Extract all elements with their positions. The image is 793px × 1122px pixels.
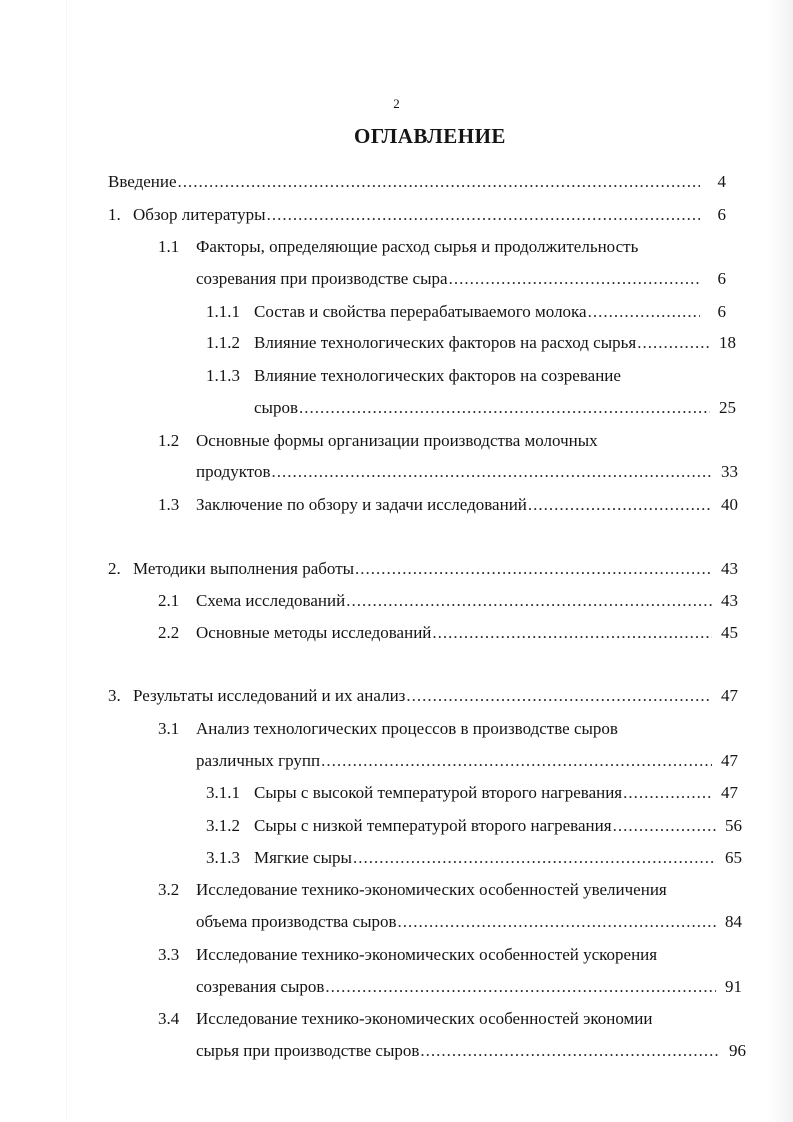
toc-entry-text: продуктов xyxy=(196,462,271,481)
toc-entry-intro[interactable] xyxy=(108,166,726,198)
toc-dot-leader xyxy=(398,906,716,938)
toc-entry-number: 3. xyxy=(108,686,121,705)
toc-entry-number: 2. xyxy=(108,559,121,578)
toc-entry-section-1-1[interactable] xyxy=(158,231,726,263)
toc-entry-section-1-1-3[interactable] xyxy=(206,360,736,392)
toc-entry-text: Обзор литературы xyxy=(133,205,266,224)
toc-entry-number: 1.1.2 xyxy=(206,333,240,352)
toc-dot-leader xyxy=(613,810,716,842)
toc-page-number: 4 xyxy=(717,172,726,191)
toc-entry-text: Мягкие сыры xyxy=(254,848,352,867)
toc-entry-number: 1.1 xyxy=(158,237,180,256)
toc-page-number: 65 xyxy=(725,848,742,867)
toc-entry-section-2[interactable] xyxy=(108,553,738,585)
toc-entry-number: 2.2 xyxy=(158,623,180,642)
toc-entry-text: Состав и свойства перерабатываемого молока xyxy=(254,302,587,321)
toc-entry-text: Основные методы исследований xyxy=(196,623,432,642)
toc-entry-section-2-1[interactable] xyxy=(158,585,738,617)
toc-entry-section-2-2[interactable] xyxy=(158,617,738,649)
toc-entry-section-3-3[interactable] xyxy=(158,939,742,971)
toc-page-number: 6 xyxy=(717,302,726,321)
toc-page-number: 56 xyxy=(725,816,742,835)
toc-dot-leader xyxy=(299,392,710,424)
toc-page-number: 43 xyxy=(721,591,738,610)
toc-entry-section-3-1-2[interactable] xyxy=(206,810,742,842)
toc-page-number: 45 xyxy=(721,623,738,642)
toc-entry-number: 3.1.3 xyxy=(206,848,240,867)
toc-page-number: 18 xyxy=(719,333,736,352)
toc-entry-section-3-4[interactable] xyxy=(158,1003,746,1035)
toc-entry-number: 2.1 xyxy=(158,591,180,610)
toc-entry-text: сырья при производстве сыров xyxy=(196,1041,420,1060)
toc-entry-text: Анализ технологических процессов в производстве сыров xyxy=(196,719,618,738)
toc-entry-text: объема производства сыров xyxy=(196,912,397,931)
toc-entry-section-1-1-1[interactable] xyxy=(206,296,726,328)
toc-dot-leader xyxy=(588,296,700,328)
toc-entry-text: Исследование технико-экономических особенностей ускорения xyxy=(196,945,658,964)
toc-entry-text: Факторы, определяющие расход сырья и продолжительность xyxy=(196,237,639,256)
toc-entry-text: созревания сыров xyxy=(196,977,325,996)
toc-entry-number: 3.1 xyxy=(158,719,180,738)
toc-entry-section-3-1-1[interactable] xyxy=(206,777,738,809)
toc-page-number: 43 xyxy=(721,559,738,578)
toc-entry-text: Исследование технико-экономических особенностей экономии xyxy=(196,1009,653,1028)
toc-entry-text: Влияние технологических факторов на созревание xyxy=(254,366,621,385)
toc-entry-text: Результаты исследований и их анализ xyxy=(133,686,406,705)
toc-entry-section-1-2-continued[interactable] xyxy=(196,456,738,488)
toc-dot-leader xyxy=(272,456,712,488)
toc-entry-section-1[interactable] xyxy=(108,199,726,231)
toc-entry-number: 1.3 xyxy=(158,495,180,514)
toc-page-number: 33 xyxy=(721,462,738,481)
page-title: ОГЛАВЛЕНИЕ xyxy=(354,124,506,148)
toc-page-number: 47 xyxy=(721,783,738,802)
toc-entry-text: Схема исследований xyxy=(196,591,346,610)
toc-entry-text: Сыры с высокой температурой второго нагревания xyxy=(254,783,623,802)
toc-dot-leader xyxy=(267,199,700,231)
toc-dot-leader xyxy=(637,327,710,359)
toc-dot-leader xyxy=(528,489,712,521)
toc-dot-leader xyxy=(623,777,712,809)
toc-entry-section-3-4-continued[interactable] xyxy=(196,1035,746,1067)
toc-entry-section-1-1-continued[interactable] xyxy=(196,263,726,295)
toc-entry-number: 3.1.2 xyxy=(206,816,240,835)
toc-entry-text: различных групп xyxy=(196,751,321,770)
toc-dot-leader xyxy=(353,842,716,874)
toc-entry-text: Влияние технологических факторов на расход сырья xyxy=(254,333,637,352)
toc-page-number: 40 xyxy=(721,495,738,514)
toc-entry-text: Основные формы организации производства молочных xyxy=(196,431,598,450)
toc-dot-leader xyxy=(406,680,712,712)
toc-entry-number: 1.1.1 xyxy=(206,302,240,321)
toc-entry-number: 3.4 xyxy=(158,1009,180,1028)
toc-page-number: 96 xyxy=(729,1041,746,1060)
toc-entry-section-3-1[interactable] xyxy=(158,713,738,745)
toc-entry-section-1-1-3-continued[interactable] xyxy=(254,392,736,424)
toc-dot-leader xyxy=(355,553,712,585)
toc-dot-leader xyxy=(178,166,700,198)
toc-page-number: 47 xyxy=(721,751,738,770)
toc-entry-section-3-1-continued[interactable] xyxy=(196,745,738,777)
toc-entry-section-3-1-3[interactable] xyxy=(206,842,742,874)
scan-shadow xyxy=(767,0,793,1122)
toc-entry-number: 3.1.1 xyxy=(206,783,240,802)
toc-entry-section-1-1-2[interactable] xyxy=(206,327,736,359)
toc-entry-number: 3.2 xyxy=(158,880,180,899)
toc-entry-text: Заключение по обзору и задачи исследований xyxy=(196,495,527,514)
toc-page-number: 47 xyxy=(721,686,738,705)
toc-entry-text: созревания при производстве сыра xyxy=(196,269,448,288)
toc-entry-text: Методики выполнения работы xyxy=(133,559,355,578)
page-number: 2 xyxy=(393,96,400,111)
toc-entry-section-3-2[interactable] xyxy=(158,874,742,906)
toc-dot-leader xyxy=(432,617,712,649)
toc-entry-text: Сыры с низкой температурой второго нагревания xyxy=(254,816,612,835)
toc-entry-text: сыров xyxy=(254,398,298,417)
toc-entry-section-3-2-continued[interactable] xyxy=(196,906,742,938)
toc-page-number: 6 xyxy=(717,205,726,224)
toc-entry-section-3[interactable] xyxy=(108,680,738,712)
toc-entry-text: Введение xyxy=(108,172,177,191)
toc-entry-number: 1. xyxy=(108,205,121,224)
toc-page-number: 25 xyxy=(719,398,736,417)
scan-artifact-line xyxy=(66,0,67,1122)
toc-dot-leader xyxy=(346,585,712,617)
toc-entry-text: Исследование технико-экономических особенностей увеличения xyxy=(196,880,667,899)
toc-entry-number: 1.2 xyxy=(158,431,180,450)
toc-dot-leader xyxy=(325,971,716,1003)
toc-entry-number: 3.3 xyxy=(158,945,180,964)
toc-entry-section-1-3[interactable] xyxy=(158,489,738,521)
toc-page-number: 6 xyxy=(717,269,726,288)
toc-dot-leader xyxy=(321,745,712,777)
toc-entry-number: 1.1.3 xyxy=(206,366,240,385)
toc-page-number: 91 xyxy=(725,977,742,996)
toc-entry-section-1-2[interactable] xyxy=(158,425,738,457)
toc-entry-section-3-3-continued[interactable] xyxy=(196,971,742,1003)
toc-page-number: 84 xyxy=(725,912,742,931)
toc-dot-leader xyxy=(449,263,700,295)
toc-dot-leader xyxy=(420,1035,720,1067)
